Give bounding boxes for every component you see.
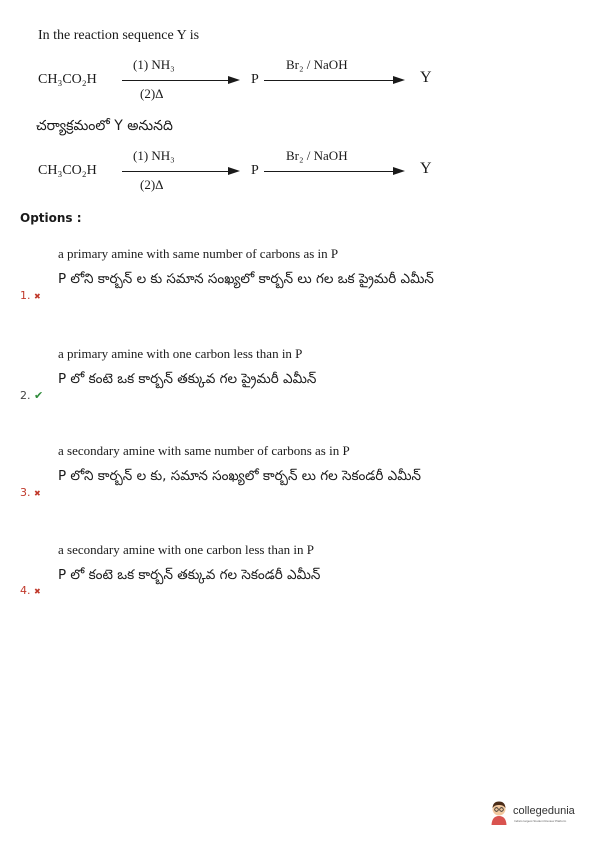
- product-y: Y: [420, 160, 432, 177]
- option-number: 3. ✖: [20, 486, 41, 499]
- step1-reagent-top: (1) NH₃: [133, 57, 175, 72]
- question-english: In the reaction sequence Y is: [38, 28, 200, 43]
- option-telugu: P లోని కార్బన్ ల కు, సమాన సంఖ్యలో కార్బన్ లు గల సెకండరీ ఎమీన్: [58, 468, 421, 484]
- reactant: CH₃CO₂H: [38, 72, 97, 87]
- step1-reagent-bottom: (2)Δ: [140, 177, 164, 192]
- arrow-head-icon: [228, 76, 240, 84]
- reactant: CH₃CO₂H: [38, 163, 97, 178]
- step1-reagent-bottom: (2)Δ: [140, 86, 164, 101]
- option-number: 2. ✔: [20, 389, 44, 402]
- options-heading: Options :: [20, 211, 82, 225]
- product-y: Y: [420, 69, 432, 86]
- cross-icon: ✖: [34, 489, 41, 498]
- reaction-arrow: [122, 171, 230, 172]
- option-english: a secondary amine with one carbon less than in P: [58, 542, 314, 557]
- logo-tagline: India's largest Student Review Platform: [514, 819, 567, 823]
- option-number: 4. ✖: [20, 584, 41, 597]
- intermediate-p: P: [251, 163, 259, 178]
- arrow-head-icon: [393, 167, 405, 175]
- intermediate-p: P: [251, 72, 259, 87]
- option-telugu: P లో కంటె ఒక కార్బన్ తక్కువ గల ప్రైమరీ ఎమీన్: [58, 371, 317, 387]
- check-icon: ✔: [34, 389, 44, 402]
- step2-reagent-top: Br₂ / NaOH: [286, 148, 348, 163]
- reaction-arrow: [264, 80, 395, 81]
- step2-reagent-top: Br₂ / NaOH: [286, 57, 348, 72]
- option-english: a primary amine with one carbon less than in P: [58, 346, 303, 361]
- option-english: a primary amine with same number of carbons as in P: [58, 246, 339, 261]
- reaction-arrow: [122, 80, 230, 81]
- option-number: 1. ✖: [20, 289, 41, 302]
- step1-reagent-top: (1) NH₃: [133, 148, 175, 163]
- cross-icon: ✖: [34, 292, 41, 301]
- option-telugu: P లోని కార్బన్ ల కు సమాన సంఖ్యలో కార్బన్ లు గల ఒక ప్రైమరీ ఎమీన్: [58, 271, 434, 287]
- option-english: a secondary amine with same number of carbons as in P: [58, 443, 350, 458]
- reaction-arrow: [264, 171, 395, 172]
- cross-icon: ✖: [34, 587, 41, 596]
- question-telugu: చర్యాక్రమంలో Y అనునది: [36, 118, 173, 134]
- arrow-head-icon: [393, 76, 405, 84]
- option-telugu: P లో కంటె ఒక కార్బన్ తక్కువ గల సెకండరీ ఎమీన్: [58, 567, 321, 583]
- student-mascot-icon: [488, 800, 510, 826]
- logo-name: collegedunia: [513, 805, 575, 817]
- arrow-head-icon: [228, 167, 240, 175]
